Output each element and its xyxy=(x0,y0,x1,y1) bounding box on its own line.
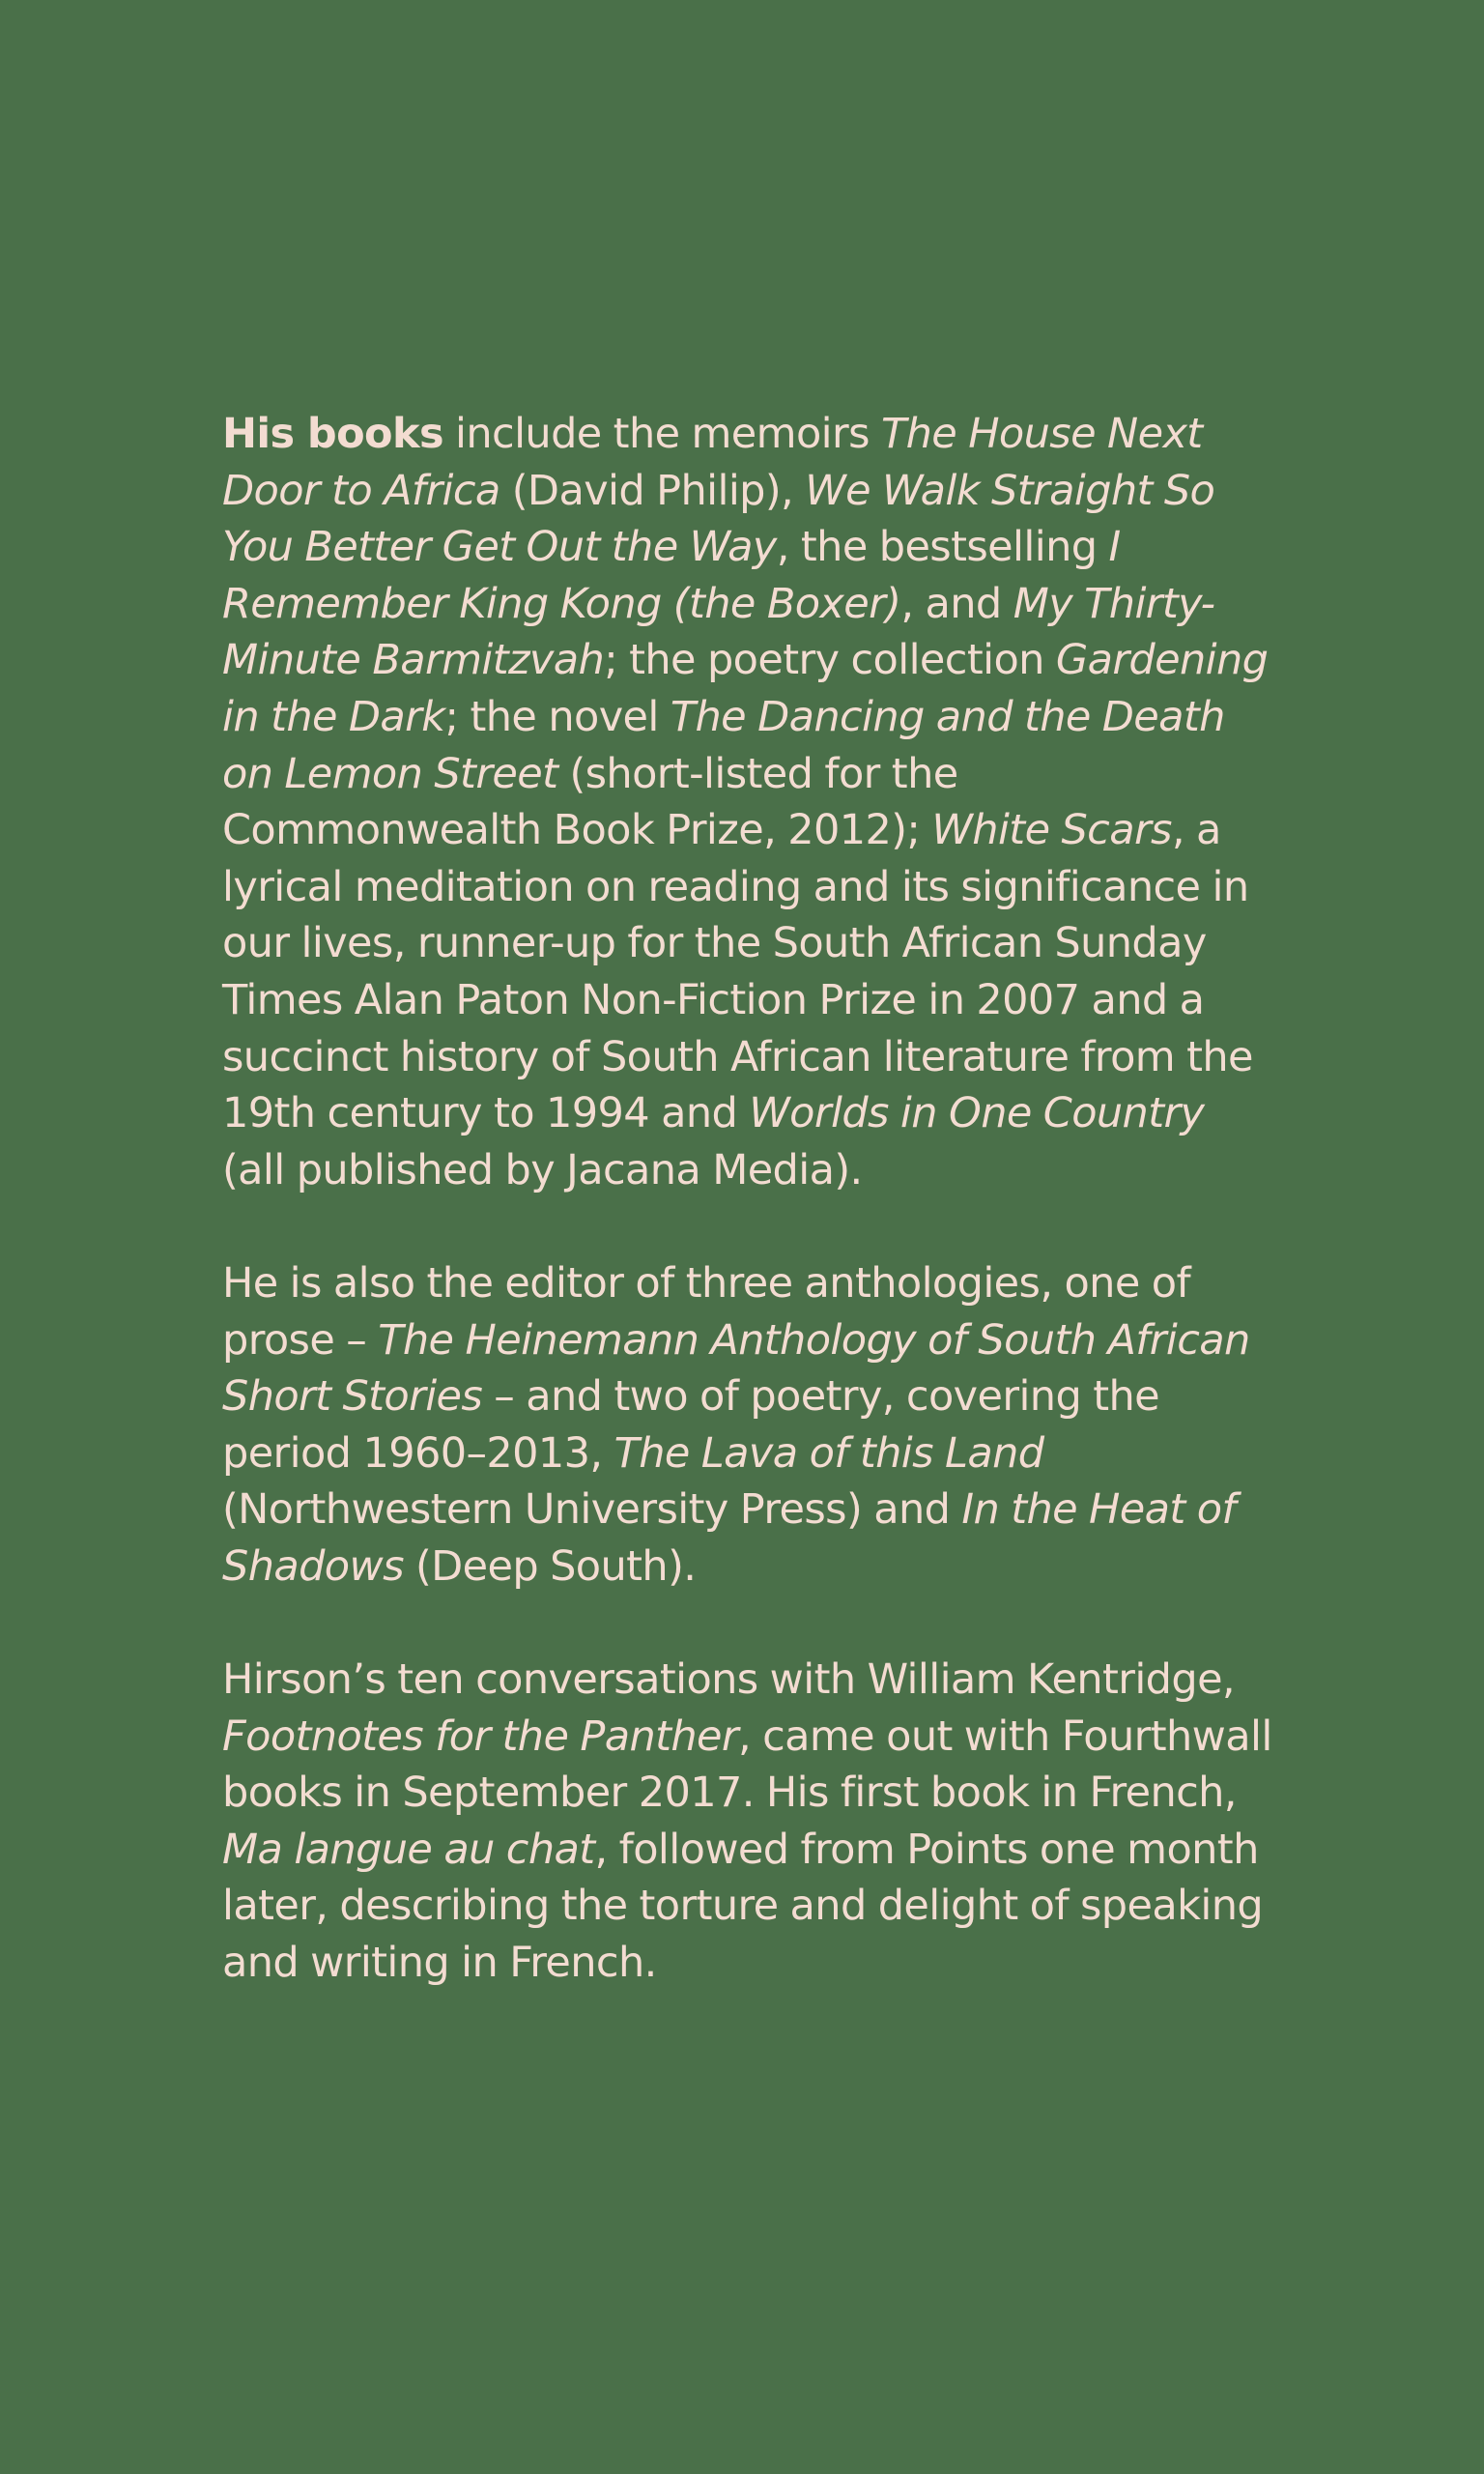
text-segment: (Deep South). xyxy=(403,1541,697,1591)
text-segment: ; the poetry collection xyxy=(604,636,1056,685)
book-title: We Walk Straight So You Better Get Out the Way xyxy=(222,466,1215,572)
book-title: Footnotes for the Panther xyxy=(222,1712,738,1761)
paragraph-kentridge xyxy=(222,1652,1275,1992)
book-title: The Lava of this Land xyxy=(614,1428,1044,1478)
text-segment: – and two of poetry, covering the period 1960–2013, xyxy=(222,1372,1159,1478)
paragraph-anthologies xyxy=(222,1255,1275,1596)
text-segment: (short-listed for the Commonwealth Book Prize, 2012); xyxy=(222,749,958,855)
paragraph-books xyxy=(222,406,1275,1198)
bio-text xyxy=(222,406,1275,1992)
book-title: The Heinemann Anthology of South African Short Stories xyxy=(222,1315,1250,1422)
book-title: The House Next Door to Africa xyxy=(222,410,1203,515)
book-title: I Remember King Kong (the Boxer) xyxy=(222,523,1121,628)
book-title: Ma langue au chat xyxy=(222,1825,595,1874)
text-segment: (Northwestern University Press) and xyxy=(222,1485,962,1535)
book-title: In the Heat of Shadows xyxy=(222,1485,1236,1591)
text-segment: include the memoirs xyxy=(442,410,881,458)
text-segment: He is also the editor of three anthologies, one of prose – xyxy=(222,1258,1190,1365)
book-title: Worlds in One Country xyxy=(749,1089,1205,1138)
text-segment: , followed from Points one month later, describing the torture and delight of speaking and writing in French. xyxy=(222,1825,1264,1988)
text-segment: , a lyrical meditation on reading and its significance in our lives, runner-up for the South African Sunday Times Alan Paton Non-Fiction Prize in 2007 and a succinct history of South African literature from the 19th century to 1994 and xyxy=(222,806,1253,1138)
text-segment: , came out with Fourthwall books in September 2017. His first book in French, xyxy=(222,1712,1272,1818)
book-title: The Dancing and the Death on Lemon Street xyxy=(222,692,1225,798)
text-segment: Hirson’s ten conversations with William Kentridge, xyxy=(222,1655,1235,1705)
text-segment: , and xyxy=(900,579,1013,628)
book-title: My Thirty-Minute Barmitzvah xyxy=(222,579,1215,685)
text-segment: ; the novel xyxy=(444,692,671,741)
book-title: Gardening in the Dark xyxy=(222,636,1269,741)
text-segment: , the bestselling xyxy=(776,523,1109,572)
lead-in: His books xyxy=(222,410,443,458)
book-title: White Scars xyxy=(931,806,1172,855)
text-segment: (David Philip), xyxy=(499,466,806,515)
text-segment: (all published by Jacana Media). xyxy=(222,1145,863,1194)
